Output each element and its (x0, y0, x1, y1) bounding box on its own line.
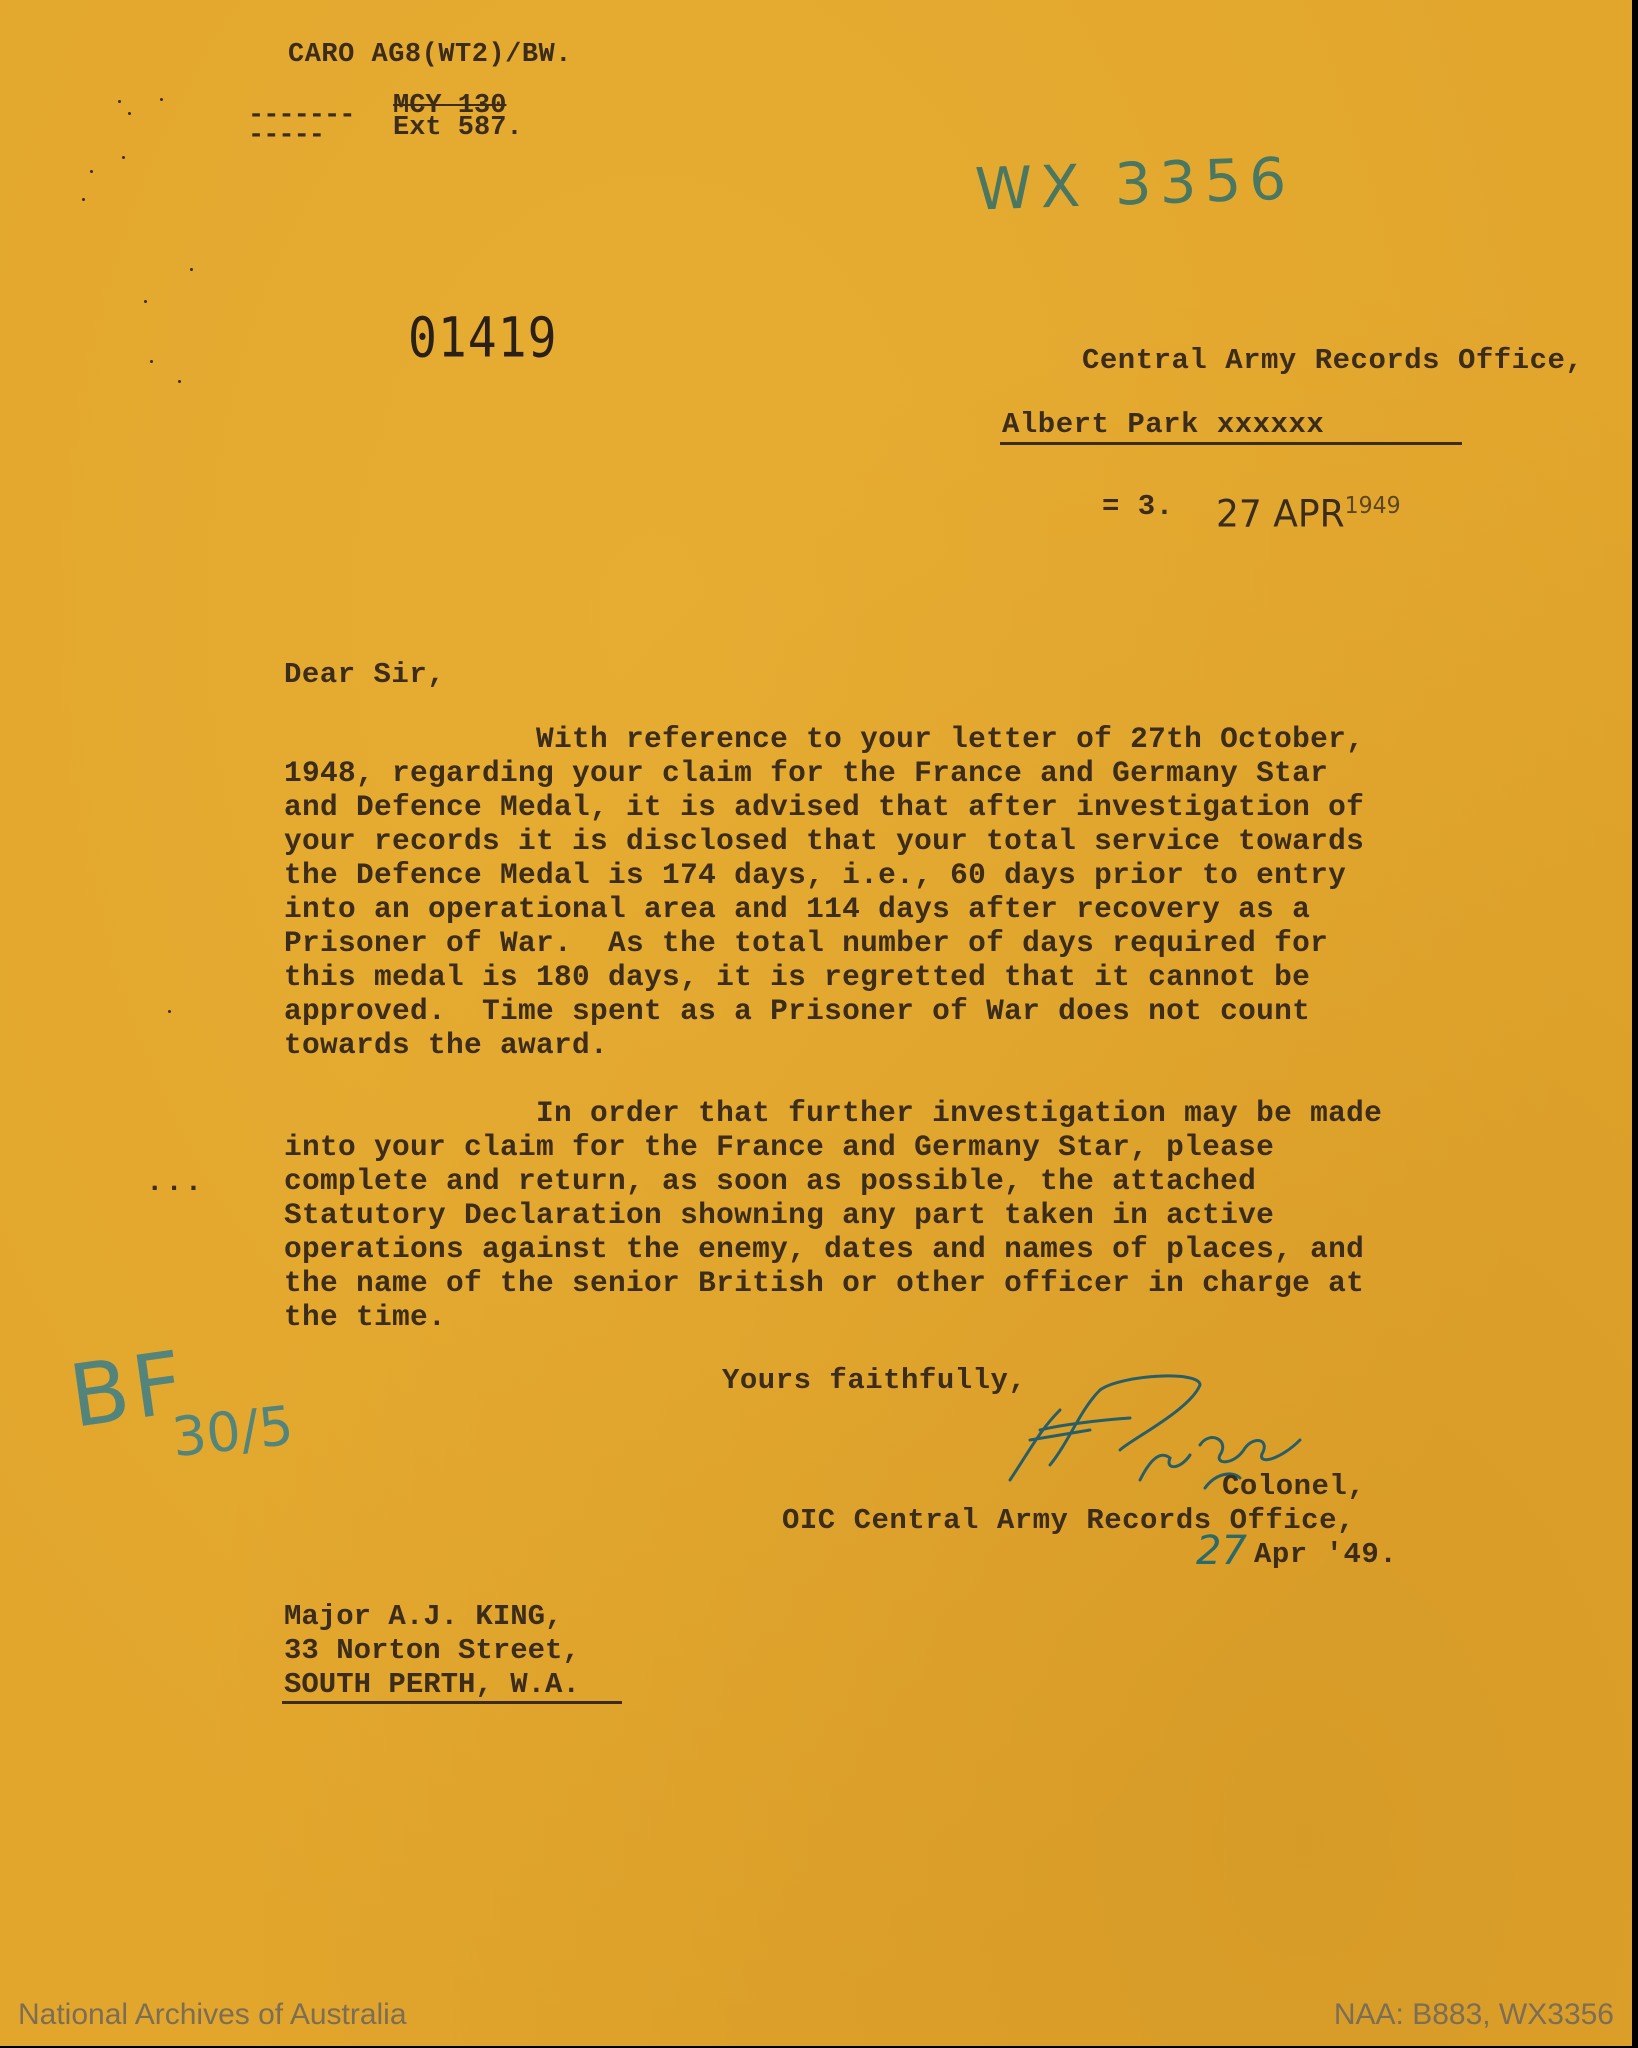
location-underline (1000, 442, 1462, 445)
strike-dashes: ------- ----- (248, 101, 355, 151)
sender-location: Albert Park xxxxxx (1002, 408, 1325, 441)
archive-name: National Archives of Australia (18, 1998, 407, 2031)
recipient-street: 33 Norton Street, (284, 1634, 580, 1667)
extension-number: Ext 587. (393, 113, 523, 143)
handwritten-signature-day: 27 (1196, 1528, 1247, 1574)
signature-date: Apr '49. (1254, 1538, 1398, 1571)
stamp-number: 01419 (408, 305, 558, 371)
handwritten-service-number: WX 3356 (973, 144, 1296, 224)
archive-citation: NAA: B883, WX3356 (1333, 1998, 1614, 2031)
date-stamp (1216, 493, 1401, 536)
sender-office: Central Army Records Office, (1082, 344, 1584, 377)
letter-closing: Yours faithfully, (722, 1364, 1027, 1397)
struck-reference: MCY 130 (393, 91, 507, 121)
salutation: Dear Sir, (284, 658, 446, 691)
recipient-name: Major A.J. KING, (284, 1600, 563, 1633)
date-stamp-year: 1949 (1344, 492, 1401, 520)
letter-paragraph-1: With reference to your letter of 27th October, 1948, regarding your claim for the France and Germany Star and Defence Medal, it is advised that after investigation of your records it is disclosed that your total service towards the Defence Medal is 174 days, i.e., 60 days prior to entry into an operational area and 114 days after recovery as a Prisoner of War. As the total number of days required for this medal is 180 days, it is regretted that it cannot be approved. Time spent as a Prisoner of War does not count towards the award. (284, 722, 1365, 1062)
margin-marker: ... (146, 1166, 205, 1199)
signatory-office: OIC Central Army Records Office, (782, 1504, 1355, 1537)
date-reference: = 3. (1102, 490, 1174, 523)
handwritten-bf-note: BF (63, 1332, 193, 1448)
recipient-underline (282, 1701, 622, 1704)
recipient-town: SOUTH PERTH, W.A. (284, 1668, 580, 1701)
letter-paragraph-2: In order that further investigation may be made into your claim for the France and Germany Star, please complete and return, as soon as possible, the attached Statutory Declaration showning any part taken in active operations against the enemy, dates and names of places, and the name of the senior British or other officer in charge at the time. (284, 1096, 1383, 1334)
date-stamp-day-month: 27 APR (1216, 492, 1345, 537)
file-reference: CARO AG8(WT2)/BW. (288, 40, 572, 70)
handwritten-bf-date: 30/5 (169, 1393, 297, 1470)
signatory-rank: Colonel, (1222, 1470, 1366, 1503)
